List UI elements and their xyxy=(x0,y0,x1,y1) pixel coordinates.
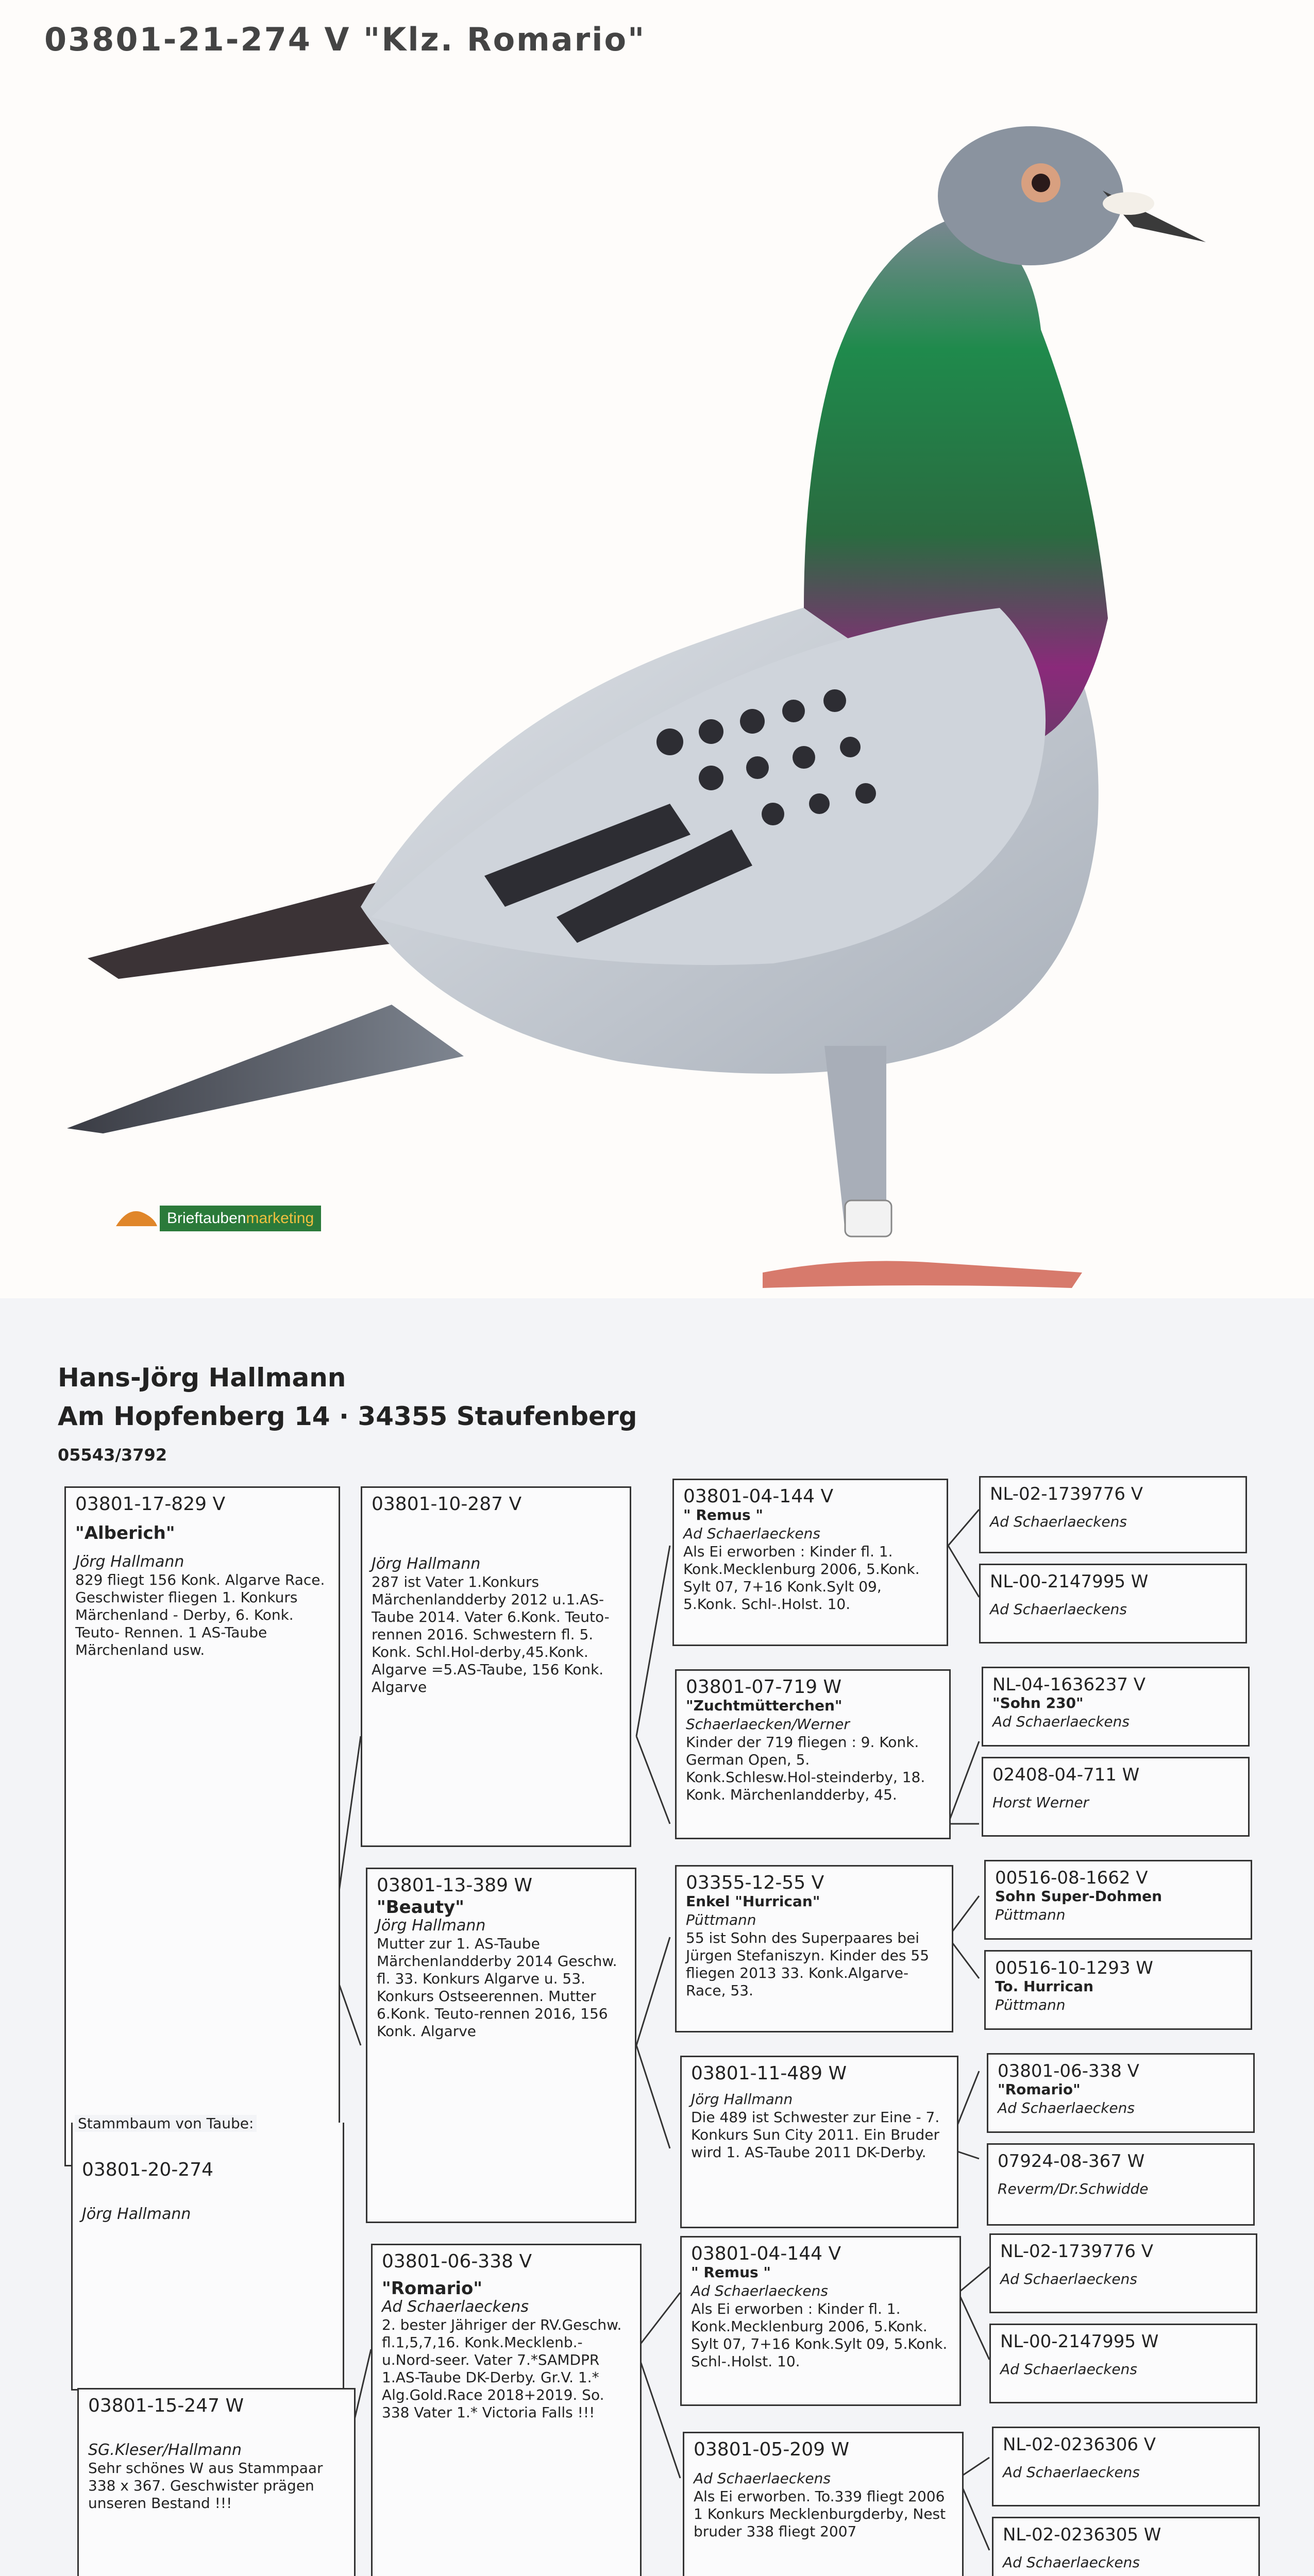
great-grandparent-ring: 03801-04-144 V xyxy=(691,2243,841,2264)
subject-box xyxy=(71,2123,344,2391)
pedigree-document xyxy=(0,1298,1314,2576)
bird-logo-icon xyxy=(113,1203,160,1234)
ancestor-breeder: Horst Werner xyxy=(992,1794,1089,1811)
ancestor-name: Sohn Super-Dohmen xyxy=(995,1888,1163,1905)
owner-address: Am Hopfenberg 14 · 34355 Staufenberg xyxy=(58,1401,637,1431)
ancestor-box xyxy=(989,2324,1257,2403)
great-grandparent-name: " Remus " xyxy=(691,2264,771,2281)
great-grandparent-box xyxy=(672,1479,948,1646)
ancestor-name: "Romario" xyxy=(998,2081,1081,2098)
great-grandparent-text: Als Ei erworben. To.339 fliegt 2006 1 Konkurs Mecklenburgderby, Nest bruder 338 fliegt 2007 xyxy=(694,2488,946,2540)
father-name: "Alberich" xyxy=(75,1523,175,1544)
father-ring: 03801-17-829 V xyxy=(75,1494,226,1515)
ancestor-ring: NL-02-1739776 V xyxy=(990,1484,1143,1504)
grandparent-box xyxy=(371,2244,642,2576)
grandparent-name: "Beauty" xyxy=(377,1897,464,1918)
great-grandparent-breeder: Ad Schaerlaeckens xyxy=(691,2282,828,2299)
ancestor-box xyxy=(979,1564,1247,1643)
ancestor-ring: 00516-08-1662 V xyxy=(995,1868,1148,1888)
grandparent-ring: 03801-10-287 V xyxy=(372,1494,522,1515)
great-grandparent-text: Als Ei erworben : Kinder fl. 1. Konk.Mecklenburg 2006, 5.Konk. Sylt 07, 7+16 Konk.Sylt 09, 5.Konk. Schl-.Holst. 10. xyxy=(691,2300,948,2370)
grandparent-ring: 03801-13-389 W xyxy=(377,1875,533,1896)
grandparent-name: "Romario" xyxy=(382,2278,483,2299)
great-grandparent-breeder: Ad Schaerlaeckens xyxy=(683,1525,820,1542)
grandparent-box xyxy=(366,1868,636,2223)
mother-text: Sehr schönes W aus Stammpaar 338 x 367. Geschwister prägen unseren Bestand !!! xyxy=(88,2460,323,2512)
ancestor-box xyxy=(992,2427,1260,2506)
ancestor-name: To. Hurrican xyxy=(995,1978,1094,1995)
ancestor-box xyxy=(987,2143,1255,2226)
ancestor-box xyxy=(984,1860,1252,1940)
grandparent-breeder: Ad Schaerlaeckens xyxy=(382,2298,529,2316)
ancestor-breeder: Püttmann xyxy=(995,1996,1066,2013)
ancestor-breeder: Ad Schaerlaeckens xyxy=(992,1713,1130,1730)
great-grandparent-box xyxy=(675,1669,951,1839)
ancestor-ring: 02408-04-711 W xyxy=(992,1765,1140,1785)
grandparent-text: 2. bester Jähriger der RV.Geschw. fl.1,5,7,16. Konk.Mecklenb.-u.Nord-seer. Vater 7.*SAMDPR 1.AS-Taube DK-Derby. Gr.V. 1.* Alg.Gold.Race 2018+2019. So. 338 Vater 1.* Victoria Falls !!! xyxy=(382,2316,622,2421)
ancestor-breeder: Ad Schaerlaeckens xyxy=(998,2099,1135,2116)
ancestor-ring: 03801-06-338 V xyxy=(998,2061,1139,2081)
great-grandparent-breeder: Jörg Hallmann xyxy=(691,2091,793,2108)
ancestor-ring: NL-02-0236306 V xyxy=(1003,2434,1156,2455)
brieftaubenmarketing-logo xyxy=(113,1203,321,1234)
great-grandparent-box xyxy=(680,2236,961,2406)
subject-breeder: Jörg Hallmann xyxy=(82,2205,191,2223)
great-grandparent-name: Enkel "Hurrican" xyxy=(686,1893,820,1910)
ancestor-ring: NL-04-1636237 V xyxy=(992,1674,1146,1695)
great-grandparent-breeder: Schaerlaecken/Werner xyxy=(686,1716,850,1733)
ancestor-box xyxy=(982,1667,1250,1747)
ancestor-ring: 00516-10-1293 W xyxy=(995,1958,1153,1978)
ancestor-ring: NL-02-1739776 V xyxy=(1000,2241,1154,2262)
ancestor-breeder: Ad Schaerlaeckens xyxy=(990,1601,1127,1618)
logo-bar: Brieftaubenmarketing xyxy=(160,1206,321,1231)
mother-ring: 03801-15-247 W xyxy=(88,2395,244,2416)
ancestor-breeder: Reverm/Dr.Schwidde xyxy=(998,2180,1149,2197)
mother-breeder: SG.Kleser/Hallmann xyxy=(88,2441,242,2459)
great-grandparent-ring: 03801-07-719 W xyxy=(686,1676,842,1698)
great-grandparent-box xyxy=(675,1865,953,2032)
great-grandparent-text: Kinder der 719 fliegen : 9. Konk. German Open, 5. Konk.Schlesw.Hol-steinderby, 18. Konk. Märchenlandderby, 45. xyxy=(686,1734,925,1803)
ancestor-ring: NL-00-2147995 W xyxy=(990,1571,1149,1592)
ancestor-box xyxy=(992,2517,1260,2576)
great-grandparent-ring: 03801-11-489 W xyxy=(691,2063,847,2084)
ancestor-box xyxy=(984,1950,1252,2030)
owner-name: Hans-Jörg Hallmann xyxy=(58,1363,346,1393)
ancestor-breeder: Ad Schaerlaeckens xyxy=(1000,2270,1137,2287)
ancestor-ring: NL-02-0236305 W xyxy=(1003,2524,1161,2545)
ancestor-box xyxy=(982,1757,1250,1837)
great-grandparent-ring: 03355-12-55 V xyxy=(686,1872,824,1893)
great-grandparent-name: " Remus " xyxy=(683,1506,763,1523)
great-grandparent-box xyxy=(683,2432,964,2576)
ancestor-breeder: Ad Schaerlaeckens xyxy=(1003,2464,1140,2481)
mother-box xyxy=(77,2388,356,2576)
subject-ring: 03801-20-274 xyxy=(82,2159,214,2180)
ancestor-name: "Sohn 230" xyxy=(992,1694,1084,1711)
great-grandparent-breeder: Püttmann xyxy=(686,1911,756,1928)
great-grandparent-ring: 03801-04-144 V xyxy=(683,1486,834,1507)
ancestor-box xyxy=(979,1476,1247,1553)
page-title: 03801-21-274 V "Klz. Romario" xyxy=(44,21,646,58)
grandparent-box xyxy=(361,1486,631,1847)
ancestor-box xyxy=(989,2233,1257,2313)
grandparent-breeder: Jörg Hallmann xyxy=(372,1555,481,1573)
father-breeder: Jörg Hallmann xyxy=(75,1553,184,1571)
grandparent-text: Mutter zur 1. AS-Taube Märchenlandderby 2014 Geschw. fl. 33. Konkurs Algarve u. 53. Konkurs Ostseerennen. Mutter 6.Konk. Teuto-rennen 2016, 156 Konk. Algarve xyxy=(377,1935,617,2040)
great-grandparent-text: Als Ei erworben : Kinder fl. 1. Konk.Mecklenburg 2006, 5.Konk. Sylt 07, 7+16 Konk.Sylt 09, 5.Konk. Schl-.Holst. 10. xyxy=(683,1543,920,1613)
father-text: 829 fliegt 156 Konk. Algarve Race. Geschwister fliegen 1. Konkurs Märchenland - Derby, 6. Konk. Teuto- Rennen. 1 AS-Taube Märchenland usw. xyxy=(75,1571,325,1658)
great-grandparent-ring: 03801-05-209 W xyxy=(694,2439,850,2460)
ancestor-ring: 07924-08-367 W xyxy=(998,2151,1145,2172)
stammbaum-label: Stammbaum von Taube: xyxy=(75,2115,257,2132)
great-grandparent-box xyxy=(680,2056,958,2228)
member-number: 05543/3792 xyxy=(58,1445,167,1465)
ancestor-box xyxy=(987,2053,1255,2133)
ancestor-breeder: Püttmann xyxy=(995,1906,1066,1923)
great-grandparent-breeder: Ad Schaerlaeckens xyxy=(694,2470,831,2487)
ancestor-breeder: Ad Schaerlaeckens xyxy=(990,1513,1127,1530)
great-grandparent-text: Die 489 ist Schwester zur Eine - 7. Konkurs Sun City 2011. Ein Bruder wird 1. AS-Taube 2011 DK-Derby. xyxy=(691,2109,940,2161)
ancestor-ring: NL-00-2147995 W xyxy=(1000,2331,1159,2352)
grandparent-breeder: Jörg Hallmann xyxy=(377,1917,486,1935)
grandparent-text: 287 ist Vater 1.Konkurs Märchenlandderby 2012 u.1.AS-Taube 2014. Vater 6.Konk. Teuto-rennen 2016. Schwestern fl. 5. Konk. Schl.Hol-derby,45.Konk. Algarve =5.AS-Taube, 156 Konk. Algarve xyxy=(372,1573,610,1696)
ancestor-breeder: Ad Schaerlaeckens xyxy=(1000,2361,1137,2378)
ancestor-breeder: Ad Schaerlaeckens xyxy=(1003,2554,1140,2571)
father-box xyxy=(64,1486,340,2166)
great-grandparent-text: 55 ist Sohn des Superpaares bei Jürgen Stefaniszyn. Kinder des 55 fliegen 2013 33. Konk.Algarve- Race, 53. xyxy=(686,1929,930,1999)
great-grandparent-name: "Zuchtmütterchen" xyxy=(686,1697,843,1714)
grandparent-ring: 03801-06-338 V xyxy=(382,2251,532,2272)
